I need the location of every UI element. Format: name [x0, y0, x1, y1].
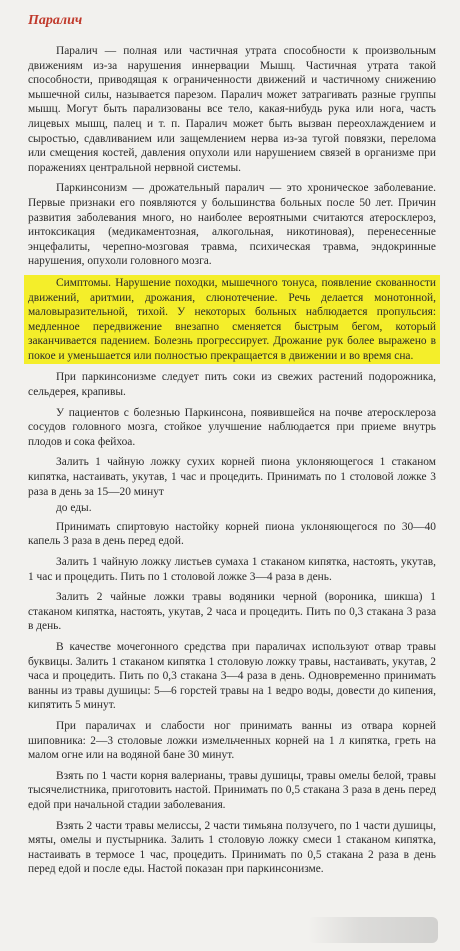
paragraph-juices: При паркинсонизме следует пить соки из свежих растений подорожника, сельдерея, крапивы.	[28, 371, 436, 399]
paragraph-melissa: Взять 2 части травы мелиссы, 2 части тимьяна ползучего, по 1 части душицы, мяты, омелы и пустырника. Залить 1 столовую ложку смеси 1 стаканом кипятка, настаивать в термосе 1 час, процедить. Принимать по 0,5 стакана 2 раза в день перед едой и после еды. Настой показан при паркинсонизме.	[28, 819, 436, 876]
paragraph-crowberry: Залить 2 чайные ложки травы водяники черной (вороника, шикша) 1 стаканом кипятка, настоять, укутав, 2 часа и процедить. Пить по 0,3 стакана 3 раза в день.	[28, 591, 436, 633]
paragraph-peony-roots: Залить 1 чайную ложку сухих корней пиона уклоняющегося 1 стаканом кипятка, настаивать, укутав, 1 час и процедить. Принимать по 1 столовой ложке 3 раза в день за 15—20 минут	[28, 456, 436, 498]
paragraph-symptoms-highlighted: Симптомы. Нарушение походки, мышечного тонуса, появление скованности движений, аритмии, дрожания, слюнотечение. Речь делается монотонной, маловыразительной, тихой. У некоторых больных наблюдается пропульсия: медленное передвижение внезапно сменяется быстрым бегом, который заканчивается падением. Болезнь прогрессирует. Дрожание рук более выражено в покое и уменьшается или полностью прекращается в движении и во время сна.	[24, 275, 440, 365]
paragraph-valerian: Взять по 1 части корня валерианы, травы душицы, травы омелы белой, травы тысячелистника, приготовить настой. Принимать по 0,5 стакана 3 раза в день перед едой при начальной стадии заболевания.	[28, 769, 436, 811]
paragraph-betony: В качестве мочегонного средства при параличах используют отвар травы буквицы. Залить 1 стаканом кипятка 1 столовую ложку травы, настаивать, укутав, 2 часа и процедить. Пить по 0,3 стакана 3—4 раза в день. Одновременно принимать ванны из травы душицы: 5—6 горстей травы на 1 ведро воды, довести до кипения, кипятить 5 минут.	[28, 640, 436, 712]
paragraph-rosehip: При параличах и слабости ног принимать ванны из отвара корней шиповника: 2—3 столовые ложки измельченных корней на 1 л кипятка, греть на малом огне или на водяной бане 30 минут.	[28, 719, 436, 762]
corner-smudge	[308, 917, 438, 943]
paragraph-parkinsonism: Паркинсонизм — дрожательный паралич — это хроническое заболевание. Первые признаки его появляются у большинства больных после 50 лет. Причин развития заболевания много, но наиболее вероятными считаются атеросклероз, интоксикация (медикаментозная, алкогольная, никотиновая), перенесенные энцефалиты, черепно-мозговая травма, психическая травма, эндокринные нарушения, опухоли головного мозга.	[28, 182, 436, 268]
paragraph-paralysis-definition: Паралич — полная или частичная утрата способности к произвольным движениям из-за нарушения иннервации Мышц. Частичная утрата такой способности, приводящая к ограниченности движений и частичному снижению мышечной силы, называется парезом. Паралич может затрагивать разные группы мышц. Могут быть парализованы все тело, какая-нибудь рука или нога, часть лицевых мышц, палец и т. п. Паралич может быть вызван переохлаждением и сыростью, сдавливанием или защемлением нерва из-за тугой повязки, перелома или смещения костей, давления опухоли или нарушением связей в организме при поражениях центральной нервной системы.	[28, 45, 436, 174]
paragraph-sumac: Залить 1 чайную ложку листьев сумаха 1 стаканом кипятка, настоять, укутав, 1 час и процедить. Пить по 1 столовой ложке 3—4 раза в день.	[28, 556, 436, 583]
paragraph-peony-tincture: Принимать спиртовую настойку корней пиона уклоняющегося по 30—40 капель 3 раза в день перед едой.	[28, 520, 436, 548]
page-title: Паралич	[28, 13, 83, 28]
paragraph-before-meals: до еды.	[56, 502, 92, 515]
paragraph-feijoa: У пациентов с болезнью Паркинсона, появившейся на почве атеросклероза сосудов головного мозга, стойкое улучшение наблюдается при приеме внутрь плодов и сока фейхоа.	[28, 406, 436, 448]
